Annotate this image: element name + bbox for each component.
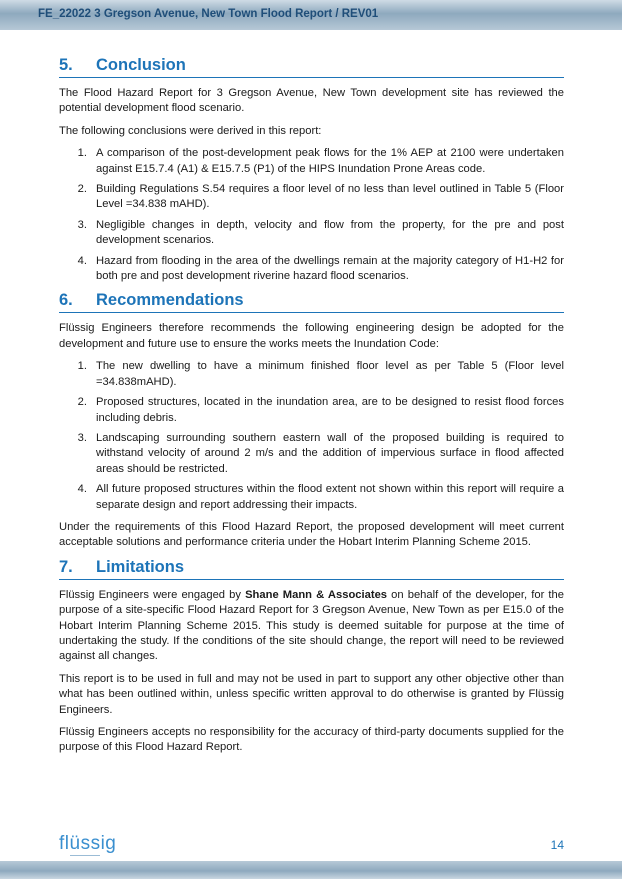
section-number: 5. [59, 56, 73, 74]
section-title: Recommendations [96, 291, 244, 310]
section-heading-conclusion [59, 56, 564, 78]
paragraph: Flüssig Engineers accepts no responsibility for the accuracy of third-party documents supplied for the purpose of this Flood Hazard Report. [59, 726, 564, 754]
flussig-logo: flüssig [59, 833, 117, 854]
list-number: 1. [77, 147, 87, 160]
conclusion-list [59, 146, 564, 284]
list-text: All future proposed structures within the flood extent not shown within this report will require a separate design and report addressing their impacts. [96, 483, 564, 511]
list-text: Building Regulations S.54 requires a floor level of no less than level outlined in Table 5 (Floor Level =34.838 mAHD). [96, 183, 564, 211]
section-title: Conclusion [96, 56, 186, 74]
list-item [59, 431, 564, 477]
list-item [59, 218, 564, 249]
list-text: A comparison of the post-development peak flows for the 1% AEP at 2100 were undertaken against E15.7.4 (A1) & E15.7.5 (P1) of the HIPS Inundation Prone Areas code. [96, 147, 564, 175]
page-number: 14 [550, 838, 564, 852]
list-number: 2. [77, 183, 87, 196]
paragraph: This report is to be used in full and may not be used in part to support any other objective other than what has been outlined within, unless specific written approval to do otherwise is granted by Flüssig Engineers. [59, 672, 564, 716]
section-heading-limitations [59, 558, 564, 580]
page-content [59, 56, 564, 763]
list-text: Negligible changes in depth, velocity and flow from the property, for the pre and post development scenarios. [96, 218, 564, 247]
list-text: Proposed structures, located in the inundation area, are to be designed to resist flood forces including debris. [96, 396, 564, 424]
text-run: on behalf of the developer, for the purpose of a site-specific Flood Hazard Report for 3 Gregson Avenue, New Town as per E15.0 of the Hobart Interim Planning Scheme 2015. This study is deemed suitable for purpose at the time of undertaking the study. If the conditions of the site should change, the report will need to be reviewed against all changes. [59, 588, 564, 663]
section-number: 6. [59, 291, 73, 310]
list-item [59, 482, 564, 513]
list-text: Landscaping surrounding southern eastern wall of the proposed building is required to withstand velocity of around 2 m/s and the addition of impervious surface in flood affected areas should be restricted. [96, 431, 564, 475]
list-text: Hazard from flooding in the area of the dwellings remain at the majority category of H1-H2 for both pre and post development riverine hazard flood scenarios. [96, 254, 564, 283]
list-number: 1. [77, 360, 87, 373]
document-header-title: FE_22022 3 Gregson Avenue, New Town Flood Report / REV01 [38, 8, 379, 20]
section-number: 7. [59, 557, 73, 576]
list-item [59, 395, 564, 426]
client-name: Shane Mann & Associates [245, 588, 388, 601]
paragraph: Under the requirements of this Flood Hazard Report, the proposed development will meet current acceptable solutions and performance criteria under the Hobart Interim Planning Scheme 2015. [59, 520, 564, 549]
list-number: 3. [77, 218, 87, 231]
footer-band [0, 861, 622, 879]
section-heading-recommendations [59, 291, 564, 313]
text-run: Flüssig Engineers were engaged by [59, 588, 246, 601]
list-number: 4. [77, 254, 87, 267]
paragraph [59, 588, 564, 665]
section-title: Limitations [96, 557, 185, 576]
list-item [59, 254, 564, 285]
list-item [59, 146, 564, 177]
recommendation-list [59, 359, 564, 513]
list-number: 3. [77, 431, 87, 444]
list-text: The new dwelling to have a minimum finished floor level as per Table 5 (Floor level =34.838mAHD). [96, 360, 564, 388]
paragraph: The following conclusions were derived in this report: [59, 124, 322, 137]
paragraph: The Flood Hazard Report for 3 Gregson Avenue, New Town development site has reviewed the potential development flood scenario. [59, 87, 564, 115]
list-number: 2. [77, 396, 87, 409]
paragraph: Flüssig Engineers therefore recommends the following engineering design be adopted for the development and future use to ensure the works meets the Inundation Code: [59, 322, 564, 350]
header-band [0, 0, 622, 30]
list-item [59, 182, 564, 213]
list-item [59, 359, 564, 390]
logo-underline [70, 855, 100, 858]
list-number: 4. [77, 483, 87, 496]
